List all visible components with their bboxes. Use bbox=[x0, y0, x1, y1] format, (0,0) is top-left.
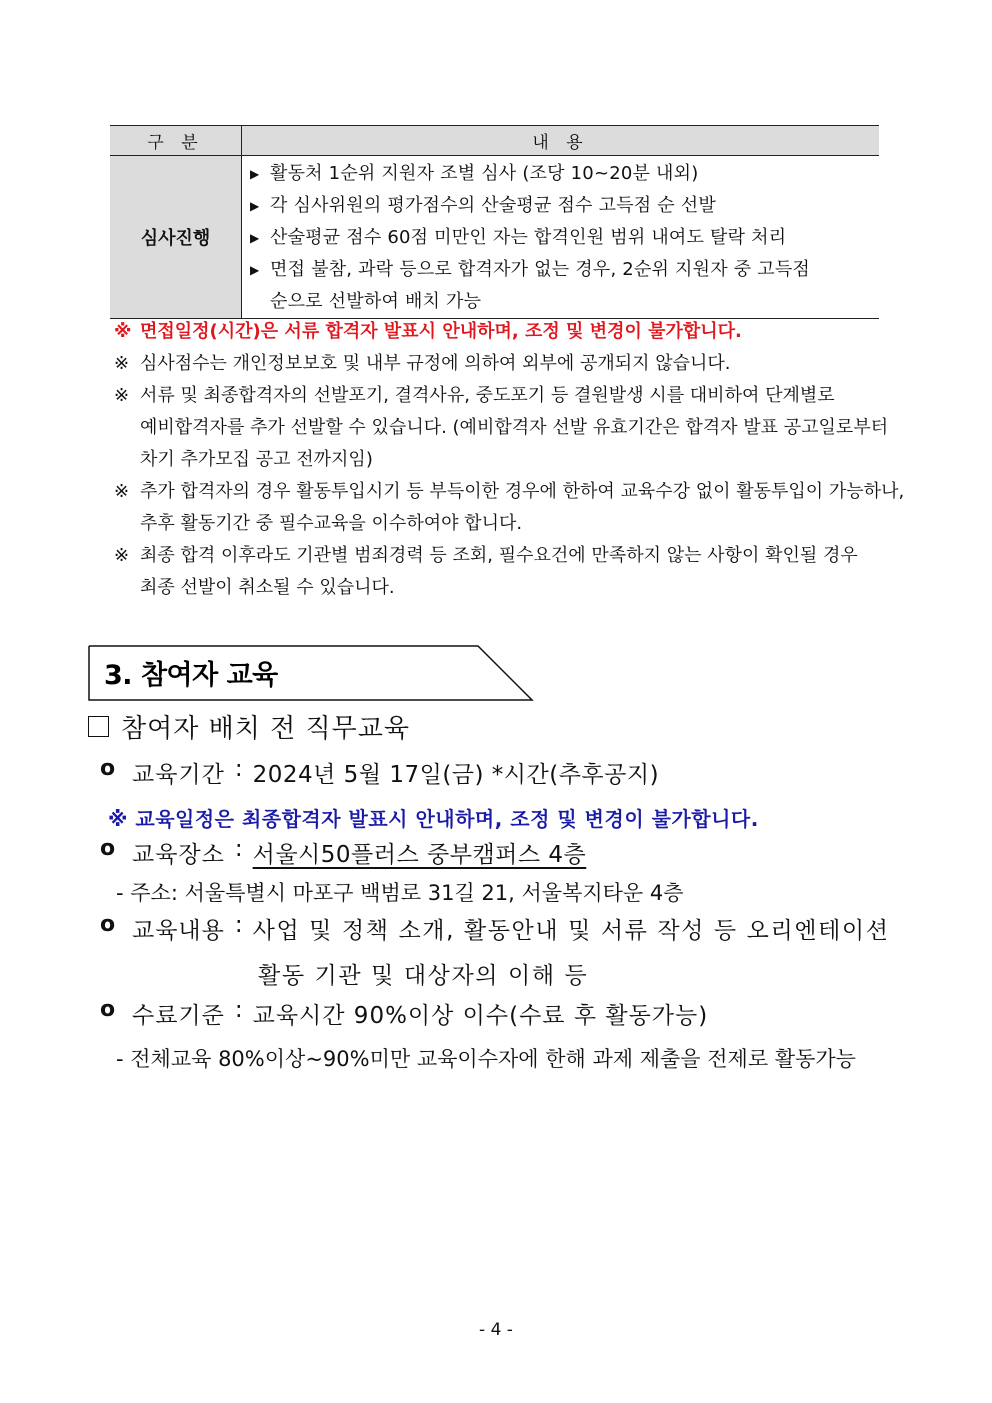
note-text: 추가 합격자의 경우 활동투입시기 등 부득이한 경우에 한하여 교육수강 없이 활동투입이 가능하나, bbox=[140, 481, 905, 502]
subsection-heading-text: 참여자 배치 전 직무교육 bbox=[121, 714, 410, 744]
list-item-text: 순으로 선발하여 배치 가능 bbox=[270, 291, 482, 312]
note-mark: ※ bbox=[114, 353, 130, 374]
note-interview-schedule bbox=[114, 316, 914, 348]
table-header-content: 내 용 bbox=[242, 126, 880, 156]
list-item bbox=[250, 222, 869, 254]
note-score-privacy bbox=[114, 348, 914, 380]
item-content bbox=[100, 912, 890, 945]
notes-list bbox=[114, 316, 914, 604]
note-text: 최종 합격 이후라도 기관별 범죄경력 등 조회, 필수요건에 만족하지 않는 사항이 확인될 경우 bbox=[140, 545, 858, 566]
note-mark: ※ bbox=[114, 385, 130, 406]
section-title: 3. 참여자 교육 bbox=[104, 660, 278, 691]
note-selection-cancel bbox=[114, 540, 914, 604]
triangle-bullet-icon: ▶ bbox=[250, 167, 260, 181]
circle-bullet-icon: o bbox=[100, 997, 116, 1022]
note-text: 서류 및 최종합격자의 선발포기, 결격사유, 중도포기 등 결원발생 시를 대비하여 단계별로 bbox=[140, 385, 835, 406]
item-value-continuation: 활동 기관 및 대상자의 이해 등 bbox=[258, 963, 589, 989]
list-item-text: 활동처 1순위 지원자 조별 심사 (조당 10~20분 내외) bbox=[270, 163, 699, 184]
checkbox-square-icon bbox=[88, 716, 109, 737]
note-text: 추후 활동기간 중 필수교육을 이수하여야 합니다. bbox=[140, 513, 523, 534]
item-label: 교육내용 bbox=[132, 918, 225, 944]
item-period bbox=[100, 756, 659, 789]
note-mark: ※ bbox=[114, 321, 132, 342]
circle-bullet-icon: o bbox=[100, 836, 116, 861]
list-item bbox=[250, 254, 869, 286]
item-value: 사업 및 정책 소개, 활동안내 및 서류 작성 등 오리엔테이션 bbox=[252, 918, 890, 944]
note-text: 심사점수는 개인정보보호 및 내부 규정에 의하여 외부에 공개되지 않습니다. bbox=[140, 353, 731, 374]
triangle-bullet-icon: ▶ bbox=[250, 263, 260, 277]
note-education-schedule: ※ 교육일정은 최종합격자 발표시 안내하며, 조정 및 변경이 불가합니다. bbox=[108, 807, 759, 831]
criteria-subnote: - 전체교육 80%이상~90%미만 교육이수자에 한해 과제 제출을 전제로 활동가능 bbox=[116, 1047, 856, 1071]
note-additional-candidates bbox=[114, 476, 914, 540]
list-item bbox=[250, 190, 869, 222]
item-colon: : bbox=[234, 756, 243, 782]
list-item-text: 각 심사위원의 평가점수의 산술평균 점수 고득점 순 선발 bbox=[270, 195, 716, 216]
table-header-row bbox=[110, 126, 879, 156]
triangle-bullet-icon: ▶ bbox=[250, 199, 260, 213]
item-colon: : bbox=[234, 997, 243, 1023]
section-header bbox=[88, 645, 534, 701]
list-item-text: 면접 불참, 과락 등으로 합격자가 없는 경우, 2순위 지원자 중 고득점 bbox=[270, 259, 810, 280]
note-mark: ※ bbox=[114, 481, 130, 502]
list-item-continuation bbox=[250, 286, 869, 318]
note-text: 예비합격자를 추가 선발할 수 있습니다. (예비합격자 선발 유효기간은 합격자 발표 공고일로부터 bbox=[140, 417, 889, 438]
item-colon: : bbox=[234, 912, 243, 938]
item-label: 교육장소 bbox=[132, 842, 225, 868]
list-item-text: 산술평균 점수 60점 미만인 자는 합격인원 범위 내여도 탈락 처리 bbox=[270, 227, 787, 248]
table-content-cell bbox=[242, 156, 880, 319]
item-value: 교육시간 90%이상 이수(수료 후 활동가능) bbox=[252, 1003, 709, 1029]
table-category-cell: 심사진행 bbox=[110, 156, 242, 319]
item-label: 수료기준 bbox=[132, 1003, 225, 1029]
circle-bullet-icon: o bbox=[100, 756, 116, 781]
note-text: 면접일정(시간)은 서류 합격자 발표시 안내하며, 조정 및 변경이 불가합니다. bbox=[140, 321, 742, 342]
circle-bullet-icon: o bbox=[100, 912, 116, 937]
item-value: 서울시50플러스 중부캠퍼스 4층 bbox=[252, 842, 587, 868]
list-item bbox=[250, 158, 869, 190]
note-text: 차기 추가모집 공고 전까지임) bbox=[140, 449, 373, 470]
table-row bbox=[110, 156, 879, 319]
subsection-heading bbox=[88, 708, 410, 745]
note-text: 최종 선발이 취소될 수 있습니다. bbox=[140, 577, 395, 598]
table-header-category: 구 분 bbox=[110, 126, 242, 156]
note-mark: ※ bbox=[114, 545, 130, 566]
item-label: 교육기간 bbox=[132, 762, 225, 788]
triangle-bullet-icon: ▶ bbox=[250, 231, 260, 245]
item-value: 2024년 5월 17일(금) *시간(추후공지) bbox=[252, 762, 660, 788]
item-colon: : bbox=[234, 836, 243, 862]
address-line: - 주소: 서울특별시 마포구 백범로 31길 21, 서울복지타운 4층 bbox=[116, 881, 684, 905]
item-place bbox=[100, 836, 586, 869]
page-number: - 4 - bbox=[479, 1320, 513, 1340]
note-reserve-candidates bbox=[114, 380, 914, 476]
review-process-table bbox=[110, 125, 879, 319]
item-criteria bbox=[100, 997, 708, 1030]
